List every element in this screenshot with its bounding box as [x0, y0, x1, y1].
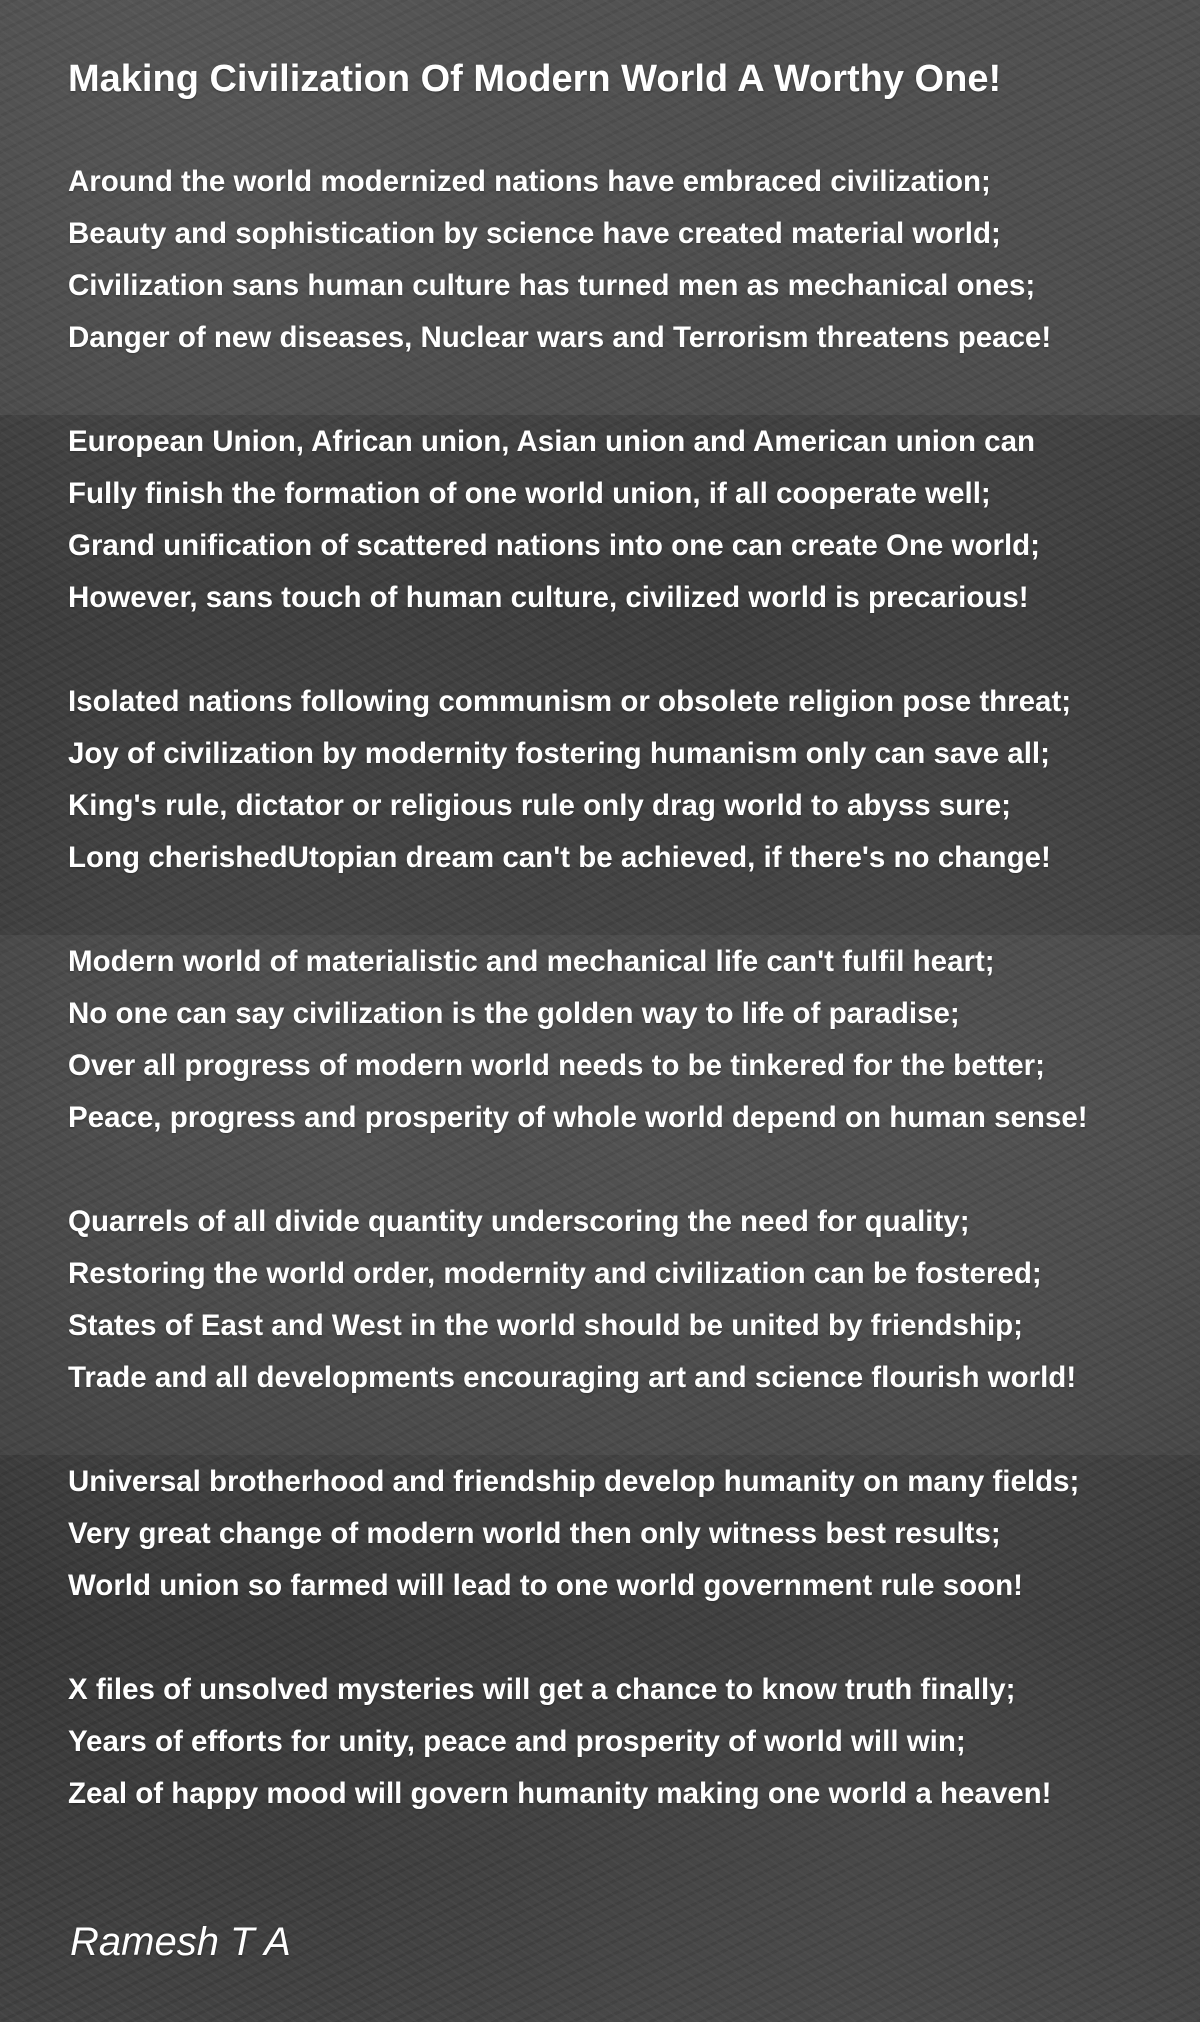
poem-author: Ramesh T A [70, 1920, 291, 1964]
poem-line: Joy of civilization by modernity fostering humanism only can save all; [68, 737, 1050, 770]
poem-line: Years of efforts for unity, peace and prosperity of world will win; [68, 1725, 966, 1758]
poem-line: Trade and all developments encouraging art and science flourish world! [68, 1361, 1077, 1394]
poem-line: Beauty and sophistication by science have created material world; [68, 217, 1001, 250]
poem-line: Zeal of happy mood will govern humanity making one world a heaven! [68, 1777, 1052, 1810]
stanza-1 [68, 156, 1178, 364]
poem-line: Around the world modernized nations have embraced civilization; [68, 165, 991, 198]
poem-line: Danger of new diseases, Nuclear wars and Terrorism threatens peace! [68, 321, 1052, 354]
stanza-2 [68, 416, 1178, 624]
poem-line: X files of unsolved mysteries will get a chance to know truth finally; [68, 1673, 1016, 1706]
poem-line: Grand unification of scattered nations into one can create One world; [68, 529, 1041, 562]
poem-line: Modern world of materialistic and mechanical life can't fulfil heart; [68, 945, 995, 978]
stanza-4 [68, 936, 1178, 1144]
poem-line: Restoring the world order, modernity and civilization can be fostered; [68, 1257, 1042, 1290]
poem-line: No one can say civilization is the golden way to life of paradise; [68, 997, 960, 1030]
poem-body [68, 156, 1178, 1820]
stanza-3 [68, 676, 1178, 884]
stanza-6 [68, 1456, 1178, 1612]
poem-line: Over all progress of modern world needs to be tinkered for the better; [68, 1049, 1045, 1082]
poem-line: Quarrels of all divide quantity underscoring the need for quality; [68, 1205, 970, 1238]
poem-line: Civilization sans human culture has turned men as mechanical ones; [68, 269, 1036, 302]
poem-line: Universal brotherhood and friendship develop humanity on many fields; [68, 1465, 1080, 1498]
poem-line: World union so farmed will lead to one world government rule soon! [68, 1569, 1023, 1602]
poem-container [68, 56, 1178, 1872]
poem-line: European Union, African union, Asian union and American union can [68, 425, 1036, 458]
poem-line: States of East and West in the world should be united by friendship; [68, 1309, 1024, 1342]
poem-line: Peace, progress and prosperity of whole world depend on human sense! [68, 1101, 1088, 1134]
poem-title: Making Civilization Of Modern World A Worthy One! [68, 58, 1002, 100]
poem-line: Very great change of modern world then only witness best results; [68, 1517, 1001, 1550]
poem-line: Fully finish the formation of one world union, if all cooperate well; [68, 477, 991, 510]
stanza-7 [68, 1664, 1178, 1820]
poem-line: However, sans touch of human culture, civilized world is precarious! [68, 581, 1029, 614]
poem-line: Isolated nations following communism or obsolete religion pose threat; [68, 685, 1072, 718]
stanza-5 [68, 1196, 1178, 1404]
poem-line: Long cherishedUtopian dream can't be achieved, if there's no change! [68, 841, 1051, 874]
poem-line: King's rule, dictator or religious rule only drag world to abyss sure; [68, 789, 1011, 822]
